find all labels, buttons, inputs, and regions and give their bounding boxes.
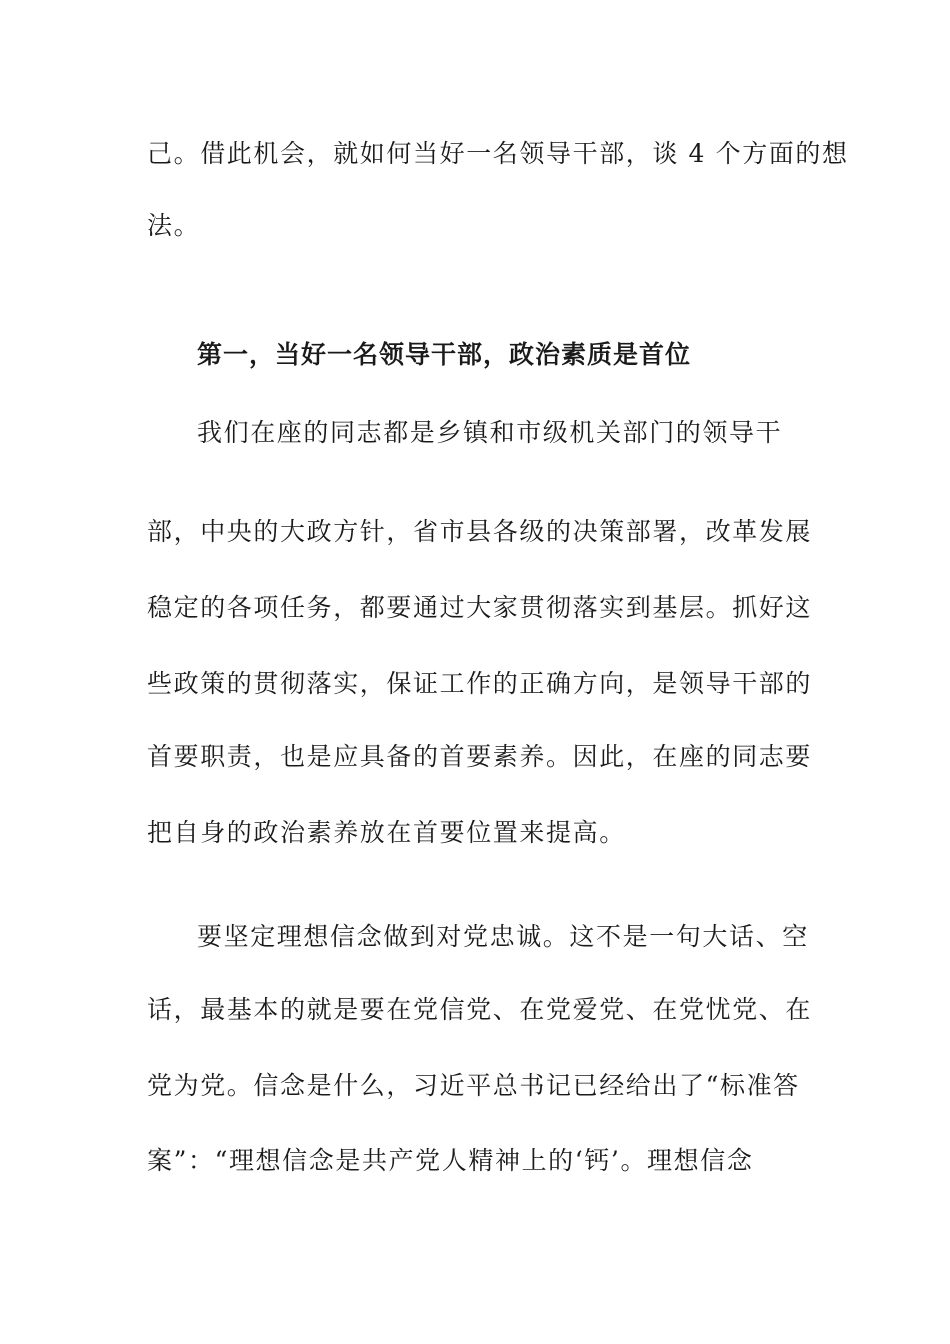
paragraph-line: 首要职责，也是应具备的首要素养。因此，在座的同志要 — [147, 742, 813, 771]
paragraph-line: 党为党。信念是什么，习近平总书记已经给出了“标准答 — [147, 1071, 800, 1100]
paragraph-line: 稳定的各项任务，都要通过大家贯彻落实到基层。抓好这 — [147, 593, 813, 622]
paragraph-line: 部，中央的大政方针，省市县各级的决策部署，改革发展 — [147, 517, 813, 546]
section-heading: 第一，当好一名领导干部，政治素质是首位 — [197, 340, 692, 369]
paragraph-line: 我们在座的同志都是乡镇和市级机关部门的领导干 — [197, 418, 783, 447]
paragraph-line: 案”：“理想信念是共产党人精神上的‘钙’。理想信念 — [147, 1146, 754, 1175]
paragraph-line: 话，最基本的就是要在党信党、在党爱党、在党忧党、在 — [147, 995, 813, 1024]
paragraph-line: 法。 — [147, 211, 201, 240]
paragraph-line: 要坚定理想信念做到对党忠诚。这不是一句大话、空 — [197, 922, 809, 951]
paragraph-line: 把自身的政治素养放在首要位置来提高。 — [147, 818, 626, 847]
paragraph-line: 己。借此机会，就如何当好一名领导干部，谈 4 个方面的想 — [147, 139, 849, 168]
paragraph-line: 些政策的贯彻落实，保证工作的正确方向，是领导干部的 — [147, 669, 813, 698]
